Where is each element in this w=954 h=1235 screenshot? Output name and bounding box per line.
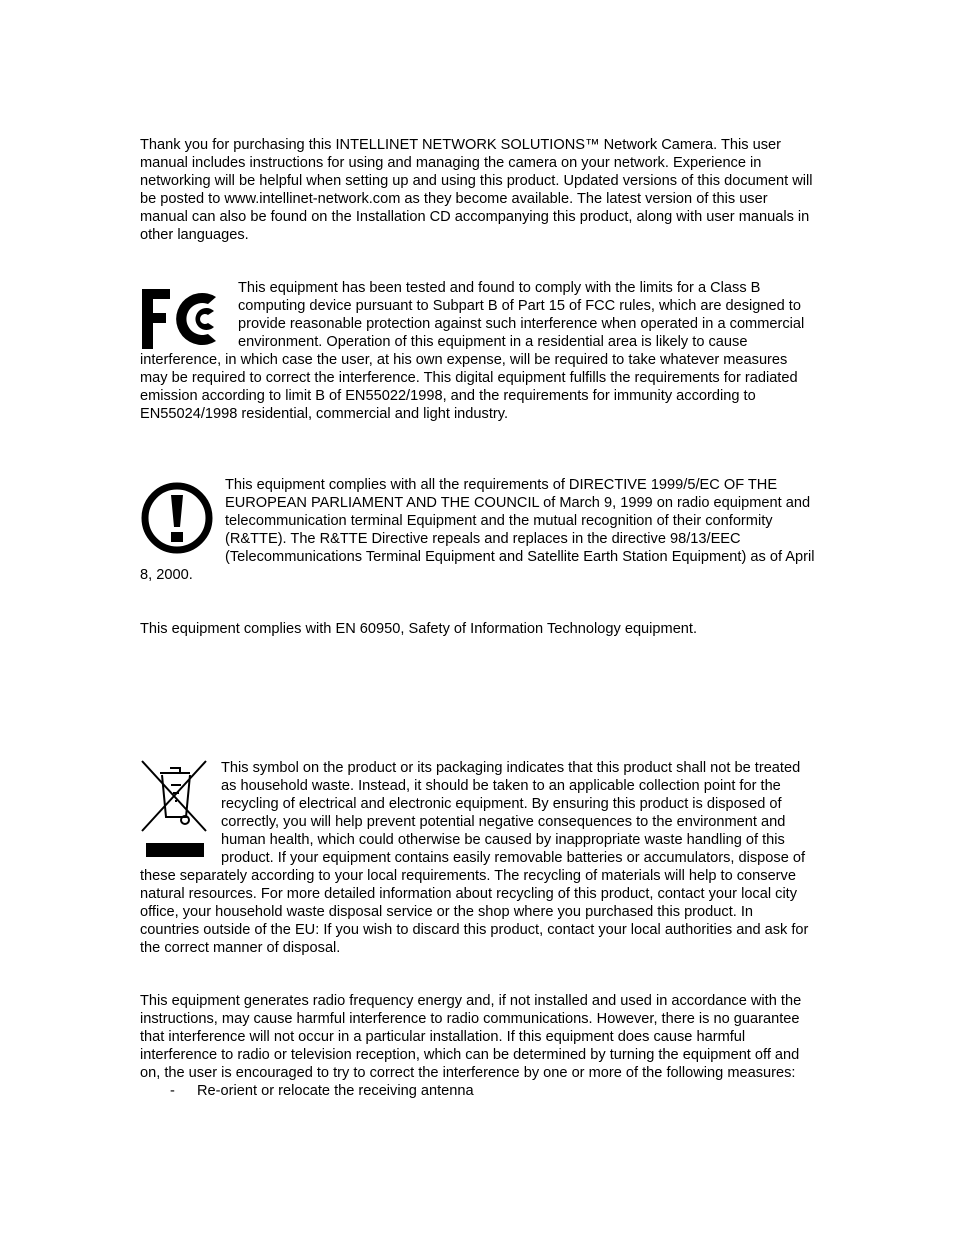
bullet-text: Re-orient or relocate the receiving antenna [197, 1083, 474, 1099]
intro-paragraph: Thank you for purchasing this INTELLINET NETWORK SOLUTIONS™ Network Camera. This user manual includes instructions for using and managing the camera on your network. Experience in networking will be helpful when setting up and using this product. Updated versions of this document will be posted to www.intellinet-network.com as they become available. The latest version of this user manual can also be found on the Installation CD accompanying this product, along with user manuals in other languages. [140, 137, 813, 243]
list-item [140, 1082, 816, 1100]
fcc-logo-text: FCC [140, 287, 143, 288]
rf-section [140, 992, 816, 1100]
safety-paragraph: This equipment complies with EN 60950, Safety of Information Technology equipment. [140, 621, 698, 637]
bullet-marker: - [170, 1083, 175, 1099]
alert-circle-icon [140, 481, 214, 555]
rf-paragraph: This equipment generates radio frequency energy and, if not installed and used in accordance with the instructions, may cause harmful interference to radio communications. However, there is no guarantee that interference will not occur in a particular installation. If this equipment does cause harmful interference to radio or television reception, which can be determined by turning the equipment off and on, the user is encouraged to try to correct the interference by one or more of the following measures: [140, 993, 802, 1081]
fcc-paragraph: This equipment has been tested and found to comply with the limits for a Class B computing device pursuant to Subpart B of Part 15 of FCC rules, which are designed to provide reasonable protection against such interference when operated in a commercial environment. Operation of this equipment in a residential area is likely to cause interference, in which case the user, at his own expense, will be required to take whatever measures may be required to correct the interference. This digital equipment fulfills the requirements for radiated emission according to limit B of EN55022/1998, and the requirements for immunity according to EN55024/1998 residential, commercial and light industry. [140, 280, 805, 422]
fcc-logo [140, 287, 226, 351]
fcc-section [140, 279, 816, 423]
weee-section [140, 759, 816, 957]
crossed-out-wheelie-bin-icon [140, 759, 208, 859]
weee-paragraph: This symbol on the product or its packaging indicates that this product shall not be treated as household waste. Instead, it should be taken to an applicable collection point for the recycling of electrical and electronic equipment. By ensuring this product is disposed of correctly, you will help prevent potential negative consequences to the environment and human health, which could otherwise be caused by inappropriate waste handling of this product. If your equipment contains easily removable batteries or accumulators, dispose of these separately according to your local requirements. The recycling of materials will help to conserve natural resources. For more detailed information about recycling of this product, contact your local city office, your household waste disposal service or the shop where you purchased this product. In countries outside of the EU: If you wish to discard this product, contact your local authorities and ask for the correct manner of disposal. [140, 760, 809, 956]
rtte-section [140, 476, 816, 584]
rtte-paragraph: This equipment complies with all the requirements of DIRECTIVE 1999/5/EC OF THE EUROPEAN PARLIAMENT AND THE COUNCIL of March 9, 1999 on radio equipment and telecommunication terminal Equipment and the mutual recognition of their conformity (R&TTE). The R&TTE Directive repeals and replaces in the directive 98/13/EEC (Telecommunications Terminal Equipment and Satellite Earth Station Equipment) as of April 8, 2000. [140, 477, 815, 583]
